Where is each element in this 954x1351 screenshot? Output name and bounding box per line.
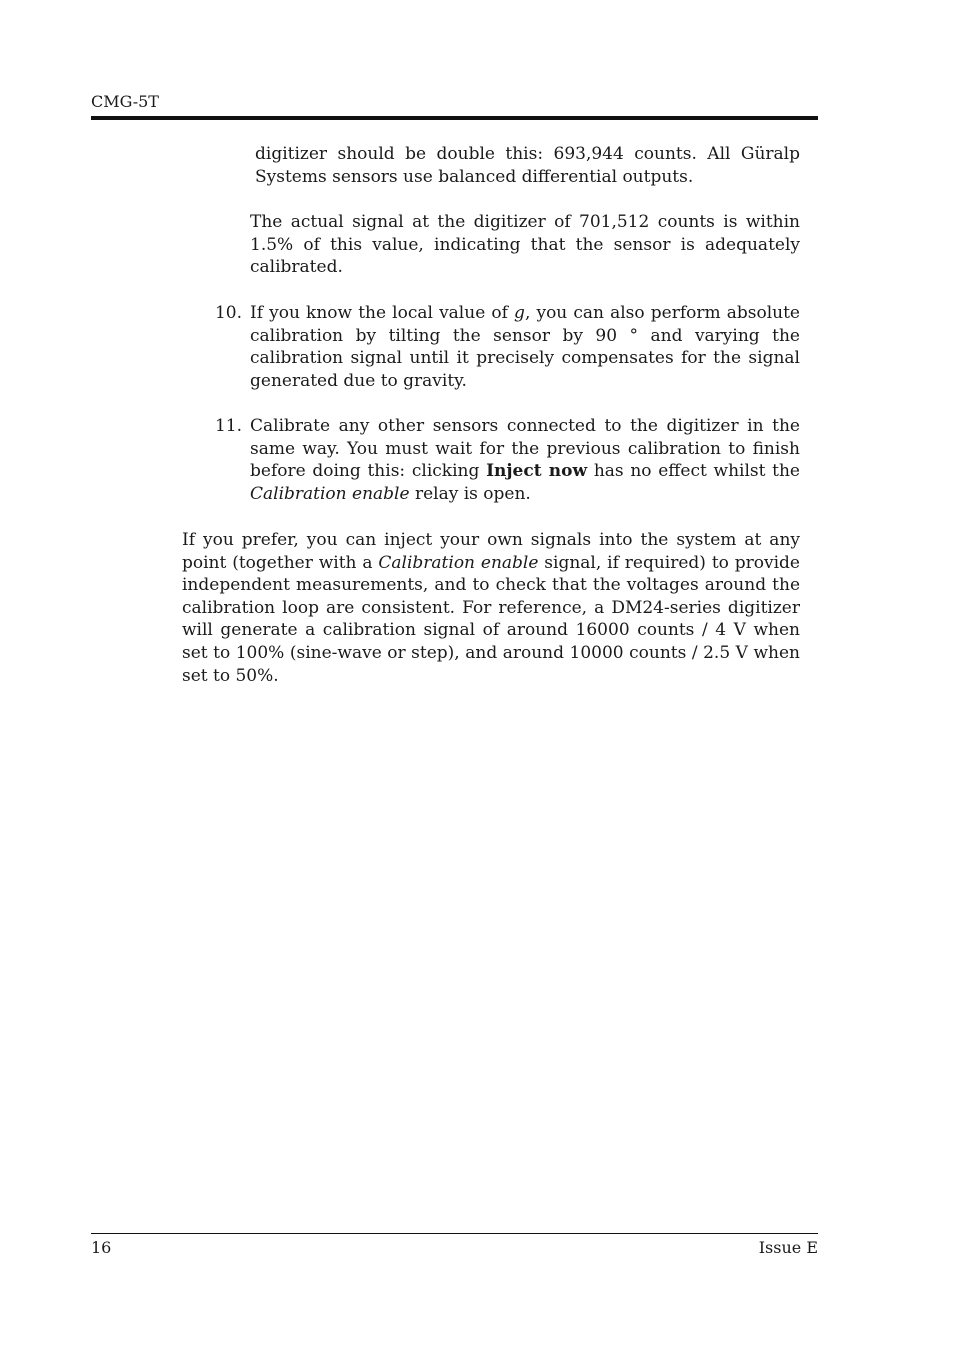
issue-label: Issue E xyxy=(758,1238,818,1257)
list-item-11 xyxy=(250,415,800,505)
gravity-symbol: g xyxy=(514,303,525,323)
list-item-11-text-b: has no effect whilst the xyxy=(587,461,800,482)
page-number: 16 xyxy=(91,1238,112,1257)
list-item-10-text-a: If you know the local value of xyxy=(250,303,515,323)
paragraph-continuation: digitizer should be double this: 693,944 counts. All Güralp Systems sensors use balanced differential outputs. xyxy=(255,144,800,187)
calibration-enable-term: Calibration enable xyxy=(250,483,410,504)
list-item-10 xyxy=(250,302,800,392)
footer-rule xyxy=(91,1233,818,1234)
list-item-11-text-c: relay is open. xyxy=(409,483,531,504)
paragraph-prefer-text-b: signal, if required) to provide independent measurements, and to check that the voltages around the calibration loop are consistent. For reference, a DM24-series digitizer will generate a calibration signal of around 16000 counts / 4 V when set to 100% (sine-wave or step), and around 10000 counts / 2.5 V when set to 50%. xyxy=(182,552,800,686)
inject-now-term: Inject now xyxy=(486,461,588,482)
running-header-title: CMG-5T xyxy=(91,92,159,111)
paragraph-actual-signal: The actual signal at the digitizer of 701,512 counts is within 1.5% of this value, indicating that the sensor is adequately calibrated. xyxy=(250,212,800,278)
list-item-10-text-b: , you can also perform absolute calibration by tilting the sensor by 90 ° and varying the calibration signal until it precisely compensates for the signal generated due to gravity. xyxy=(250,303,800,391)
paragraph-prefer xyxy=(182,529,800,687)
calibration-enable-term: Calibration enable xyxy=(378,552,539,573)
list-number-11: 11. xyxy=(214,416,242,436)
header-rule xyxy=(91,116,818,120)
paragraph-prefer-text-a: If you prefer, you can inject your own signals into the system at any point (together with a xyxy=(182,530,800,573)
list-number-10: 10. xyxy=(214,303,242,323)
list-item-11-text-a: Calibrate any other sensors connected to the digitizer in the same way. You must wait for the previous calibration to finish before doing this: clicking xyxy=(250,416,800,482)
